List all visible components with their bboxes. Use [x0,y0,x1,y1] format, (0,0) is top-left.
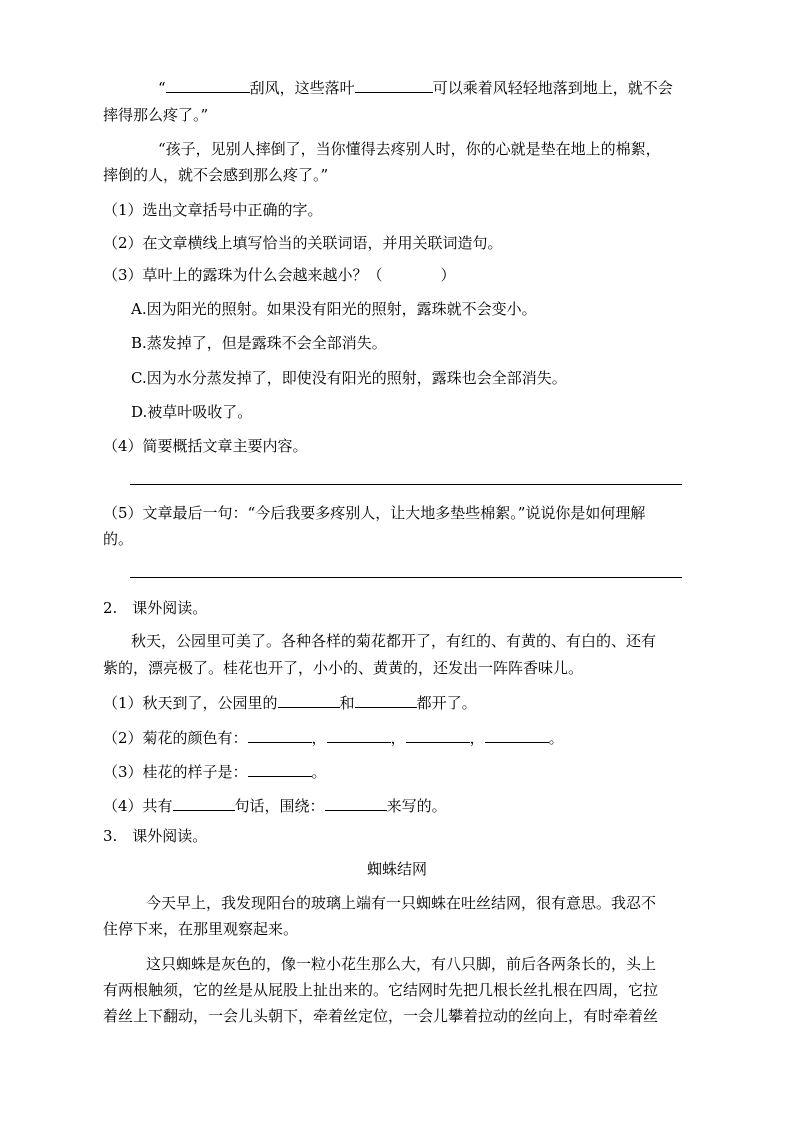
section-2-paragraph-line-1: 秋天，公园里可美了。各种各样的菊花都开了，有红的、有黄的、有白的、还有 [131,632,657,650]
question-text: 都开了。 [416,694,477,712]
section-2-question-2 [103,727,564,748]
dialog-text: 可以乘着风轻轻地落到地上，就不会 [432,79,673,97]
answer-blank[interactable] [355,692,417,708]
question-text: 来写的。 [386,797,447,815]
answer-blank[interactable] [248,727,312,743]
section-2-question-1 [103,692,477,713]
section-2-question-3 [103,761,327,782]
option-c: C.因为水分蒸发掉了，即使没有阳光的照射，露珠也会全部消失。 [131,369,567,387]
story-paragraph-1-line-1: 今天早上，我发现阳台的玻璃上端有一只蜘蛛在吐丝结网，很有意思。我忍不 [146,894,657,912]
period: 。 [311,763,327,781]
answer-blank[interactable] [485,727,549,743]
question-5-line-1: （5）文章最后一句：“今后我要多疼别人，让大地多垫些棉絮。”说说你是如何理解 [103,504,646,522]
question-text: （4）共有 [103,797,173,815]
question-text: （2）菊花的颜色有： [103,729,248,747]
dialog-2-line-1: “孩子，见别人摔倒了，当你懂得去疼别人时，你的心就是垫在地上的棉絮， [158,140,661,158]
answer-blank[interactable] [248,761,312,777]
question-text: 和 [339,694,355,712]
story-paragraph-2-line-2: 有两根触须，它的丝是从屁股上扯出来的。它结网时先把几根长丝扎根在四周，它拉 [103,981,659,999]
question-4: （4）简要概括文章主要内容。 [103,437,308,455]
answer-blank[interactable] [173,795,235,811]
answer-line[interactable] [130,577,682,578]
dialog-1-line-2: 摔得那么疼了。” [103,106,209,124]
dialog-1-line-1 [158,77,673,98]
section-2-heading: 2. 课外阅读。 [103,599,208,617]
separator: ， [311,729,327,747]
section-3-heading: 3. 课外阅读。 [103,827,208,845]
question-3 [103,265,456,285]
question-text: （3）桂花的样子是： [103,763,248,781]
question-2: （2）在文章横线上填写恰当的关联词语，并用关联词造句。 [103,234,503,252]
question-5-line-2: 的。 [103,530,134,548]
dialog-text: 刮风，这些落叶 [249,79,355,97]
story-paragraph-2-line-3: 着丝上下翻动，一会儿头朝下，牵着丝定位，一会儿攀着拉动的丝向上，有时牵着丝 [103,1007,659,1025]
option-a: A.因为阳光的照射。如果没有阳光的照射，露珠就不会变小。 [131,300,537,318]
section-2-paragraph-line-2: 紫的，漂亮极了。桂花也开了，小小的、黄黄的，还发出一阵阵香味儿。 [103,659,584,677]
paren-close: ） [440,266,456,284]
quote-open: “ [158,79,166,97]
answer-blank[interactable] [327,727,391,743]
section-2-question-4 [103,795,447,816]
question-text: （1）秋天到了，公园里的 [103,694,278,712]
separator: ， [390,729,406,747]
question-text: 句话，围绕： [234,797,325,815]
story-title: 蜘蛛结网 [366,860,427,878]
period: 。 [548,729,564,747]
option-d: D.被草叶吸收了。 [131,403,253,421]
question-3-text: （3）草叶上的露珠为什么会越来越小？（ [103,266,383,284]
dialog-2-line-2: 摔倒的人，就不会感到那么疼了。” [103,166,329,184]
story-paragraph-2-line-1: 这只蜘蛛是灰色的，像一粒小花生那么大，有八只脚，前后各两条长的，头上 [146,955,657,973]
option-b: B.蒸发掉了，但是露珠不会全部消失。 [131,334,387,352]
separator: ， [469,729,485,747]
answer-line[interactable] [130,484,682,485]
answer-blank[interactable] [406,727,470,743]
answer-blank[interactable] [355,77,433,93]
answer-blank[interactable] [278,692,340,708]
question-1: （1）选出文章括号中正确的字。 [103,201,323,219]
answer-blank[interactable] [166,77,250,93]
story-paragraph-1-line-2: 住停下来，在那里观察起来。 [103,920,299,938]
answer-blank[interactable] [325,795,387,811]
